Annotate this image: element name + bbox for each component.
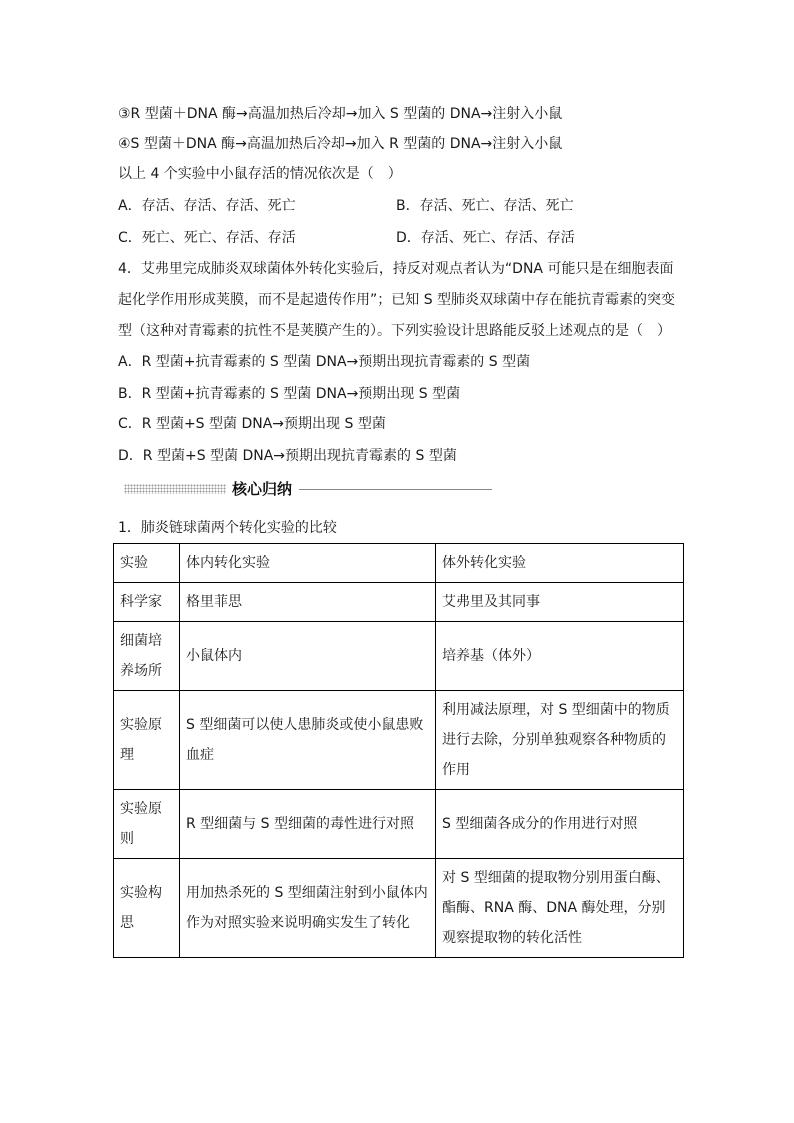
comparison-table	[113, 543, 684, 958]
row-label: 实验构思	[114, 859, 180, 958]
in-vivo-cell: 用加热杀死的 S 型细菌注射到小鼠体内作为对照实验来说明确实发生了转化	[180, 859, 436, 958]
option-a: A．存活、存活、存活、死亡	[118, 198, 296, 214]
in-vitro-cell: 体外转化实验	[436, 544, 684, 583]
in-vitro-cell: 对 S 型细菌的提取物分别用蛋白酶、酯酶、RNA 酶、DNA 酶处理，分别观察提取物的转化活性	[436, 859, 684, 958]
in-vitro-cell: 利用减法原理，对 S 型细菌中的物质进行去除，分别单独观察各种物质的作用	[436, 691, 684, 790]
section-dots-decoration	[124, 484, 226, 494]
table-row	[114, 622, 684, 691]
q4-stem-line-2: 起化学作用形成荚膜，而不是起遗传作用”；已知 S 型肺炎双球菌中存在能抗青霉素的突变	[118, 292, 676, 308]
in-vitro-cell: S 型细菌各成分的作用进行对照	[436, 790, 684, 859]
in-vivo-cell: 体内转化实验	[180, 544, 436, 583]
row-label: 实验原则	[114, 790, 180, 859]
row-label: 细菌培养场所	[114, 622, 180, 691]
row-label: 实验	[114, 544, 180, 583]
table-row	[114, 859, 684, 958]
section-header	[124, 479, 492, 499]
table-row	[114, 790, 684, 859]
in-vitro-cell: 艾弗里及其同事	[436, 583, 684, 622]
option-d: D．存活、死亡、存活、存活	[396, 230, 575, 246]
experiment-line-3: ③R 型菌＋DNA 酶→高温加热后冷却→加入 S 型菌的 DNA→注射入小鼠	[118, 106, 563, 122]
question-prompt: 以上 4 个实验中小鼠存活的情况依次是（ ）	[118, 166, 402, 182]
q4-stem-line-1: 4．艾弗里完成肺炎双球菌体外转化实验后，持反对观点者认为“DNA 可能只是在细胞表面	[118, 261, 674, 277]
q4-option-d: D．R 型菌+S 型菌 DNA→预期出现抗青霉素的 S 型菌	[118, 448, 457, 464]
q4-option-a: A．R 型菌+抗青霉素的 S 型菌 DNA→预期出现抗青霉素的 S 型菌	[118, 354, 531, 370]
in-vivo-cell: R 型细菌与 S 型细菌的毒性进行对照	[180, 790, 436, 859]
option-b: B．存活、死亡、存活、死亡	[396, 198, 574, 214]
table-row	[114, 544, 684, 583]
q4-stem-line-3: 型（这种对青霉素的抗性不是荚膜产生的）。下列实验设计思路能反驳上述观点的是（ ）	[118, 323, 671, 339]
q4-option-c: C．R 型菌+S 型菌 DNA→预期出现 S 型菌	[118, 416, 386, 432]
section-title: 核心归纳	[232, 480, 293, 498]
in-vitro-cell: 培养基（体外）	[436, 622, 684, 691]
in-vivo-cell: 小鼠体内	[180, 622, 436, 691]
q4-option-b: B．R 型菌+抗青霉素的 S 型菌 DNA→预期出现 S 型菌	[118, 386, 461, 402]
row-label: 实验原理	[114, 691, 180, 790]
row-label: 科学家	[114, 583, 180, 622]
in-vivo-cell: 格里菲思	[180, 583, 436, 622]
table-row	[114, 583, 684, 622]
experiment-line-4: ④S 型菌＋DNA 酶→高温加热后冷却→加入 R 型菌的 DNA→注射入小鼠	[118, 136, 563, 152]
section-rule	[299, 489, 492, 490]
section-subtitle: 1．肺炎链球菌两个转化实验的比较	[118, 520, 337, 536]
table-row	[114, 691, 684, 790]
option-c: C．死亡、死亡、存活、存活	[118, 230, 296, 246]
in-vivo-cell: S 型细菌可以使人患肺炎或使小鼠患败血症	[180, 691, 436, 790]
